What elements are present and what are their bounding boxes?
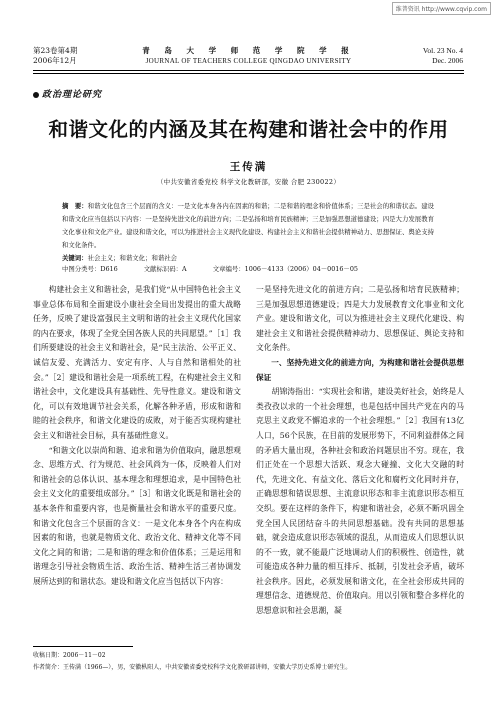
header-center xyxy=(120,46,377,66)
author-name: 王传满 xyxy=(229,161,268,173)
abstract-text: 和谐文化包含三个层面的含义：一是文化本身各内在因素的和谐；二是和谐的理念和价值体系；三是社会的和谐状态。建设和谐文化应当包括以下内容：一是坚持先进文化的前进方向；二是弘扬和培育民族精神；三是加强思想道德建设；四是大力发展教育文化事业和文化产业。建设和谐文化，可以为推进社会主义现代化建设、构建社会主义和谐社会提供精神动力、思想保证、舆论支持和文化条件。 xyxy=(62,202,435,249)
clc-code: 中图分类号：D616 xyxy=(62,265,118,273)
author-bio: 作者简介：王传满（1966—），男，安徽枞阳人，中共安徽省委党校科学文化教研部讲师，安徽大学历史系博士研究生。 xyxy=(33,664,352,671)
section-heading: 一、坚持先进文化的前进方向，为构建和谐社会提供思想保证 xyxy=(256,357,464,382)
volume-en: Vol. 23 No. 4 xyxy=(422,46,463,55)
abstract-label: 摘 要： xyxy=(62,202,88,210)
section-text: 政治理论研究 xyxy=(42,90,103,100)
article-number: 文章编号：1006－4133（2006）04－0016－05 xyxy=(212,265,358,273)
keywords-text: 社会主义；和谐文化；和谐社会 xyxy=(87,254,178,262)
header-left xyxy=(33,46,77,66)
footnote xyxy=(33,650,464,674)
journal-cn: 青 岛 大 学 师 范 学 院 学 报 xyxy=(142,46,355,55)
header-rule xyxy=(33,70,464,71)
bullet-icon xyxy=(33,92,39,98)
body-column-left xyxy=(33,283,241,589)
volume-cn: 第23卷第4期 xyxy=(33,46,78,55)
date-en: Dec. 2006 xyxy=(432,56,463,65)
abstract xyxy=(62,200,434,265)
body-paragraph: 一是坚持先进文化的前进方向；二是弘扬和培育民族精神；三是加强思想道德建设；四是大力发展教育文化事业和文化产业。建设和谐文化，可以为推进社会主义现代化建设、构建社会主义和谐社会提供精神动力、思想保证、舆论支持和文化条件。 xyxy=(256,285,464,353)
article-title: 和谐文化的内涵及其在构建和谐社会中的作用 xyxy=(48,118,449,141)
footnote-rule xyxy=(33,646,133,647)
header-rule-thin xyxy=(33,73,464,74)
watermark: 维普资讯 http://www.cqvip.com xyxy=(392,2,491,15)
body-paragraph: “和谐文化以崇尚和谐、追求和谐为价值取向，融思想观念、思维方式、行为规范、社会风尚为一体，反映着人们对和谐社会的总体认识、基本理念和理想追求，是中国特色社会主义文化的重要组成部分。”［3］和谐文化既是和谐社会的基本条件和重要内容，也是衡量社会和谐水平的重要尺度。和谐文化包含三个层面的含义：一是文化本身各个内在构成因素的和谐，也就是物质文化、政治文化、精神文化等不同文化之间的和谐；二是和谐的理念和价值体系；三是运用和谐理念引导社会物质生活、政治生活、精神生活三者协调发展所达到的和谐状态。建设和谐文化应当包括以下内容： xyxy=(33,445,241,586)
keywords-label: 关键词： xyxy=(62,254,88,262)
author-affiliation: （中共安徽省委党校 科学文化教研部，安徽 合肥 230022） xyxy=(156,178,341,186)
body-paragraph: 构建社会主义和谐社会，是我们党“从中国特色社会主义事业总体布局和全面建设小康社会全局出发提出的重大战略任务，反映了建设富强民主文明和谐的社会主义现代化国家的内在要求，体现了全党全国各族人民的共同愿望。”［1］我们所要建设的社会主义和谐社会，是“民主法治、公平正义、诚信友爱、充满活力、安定有序、人与自然和谐相处的社会。”［2］建设和谐社会是一项系统工程，在构建社会主义和谐社会中，文化建设具有基础性、先导性意义。建设和谐文化，可以有效地调节社会关系，化解各种矛盾，形成和谐和睦的社会秩序，和谐文化建设的成败，对于能否实现构建社会主义和谐社会目标，具有基础性意义。 xyxy=(33,285,241,440)
doc-code: 文献标识码：A xyxy=(143,265,187,273)
received-date: 收稿日期：2006－11－02 xyxy=(33,652,106,659)
body-paragraph: 胡锦涛指出：“实现社会和谐，建设美好社会，始终是人类孜孜以求的一个社会理想，也是包括中国共产党在内的马克思主义政党不懈追求的一个社会理想。”［2］我国有13亿人口，56个民族，在目前的发展形势下，不同利益群体之间的矛盾大量出现，各种社会和政治问题层出不穷。现在，我们正处在一个思想大活跃、观念大碰撞、文化大交融的时代，先进文化、有益文化、落后文化和腐朽文化同时并存，正确思想和错误思想、主流意识形态和非主流意识形态相互交织。要在这样的条件下，构建和谐社会，必须不断巩固全党全国人民团结奋斗的共同思想基础。没有共同的思想基础，就会造成意识形态领域的混乱，从而造成人们思想认识的不一致，就不能最广泛地调动人们的积极性、创造性，就可能造成各种力量的相互排斥、抵制，引发社会矛盾，破坏社会秩序。因此，必须发展和谐文化，在全社会形成共同的理想信念、道德规范、价值取向。用以引领和整合多样化的思想意识和社会思潮，凝 xyxy=(256,387,464,616)
journal-en: JOURNAL OF TEACHERS COLLEGE QINGDAO UNIVERSITY xyxy=(145,57,352,65)
body-column-right xyxy=(256,283,464,619)
date-cn: 2006年12月 xyxy=(33,56,77,65)
header-right xyxy=(423,46,463,66)
section-label xyxy=(33,87,102,100)
classification-line xyxy=(62,263,442,276)
